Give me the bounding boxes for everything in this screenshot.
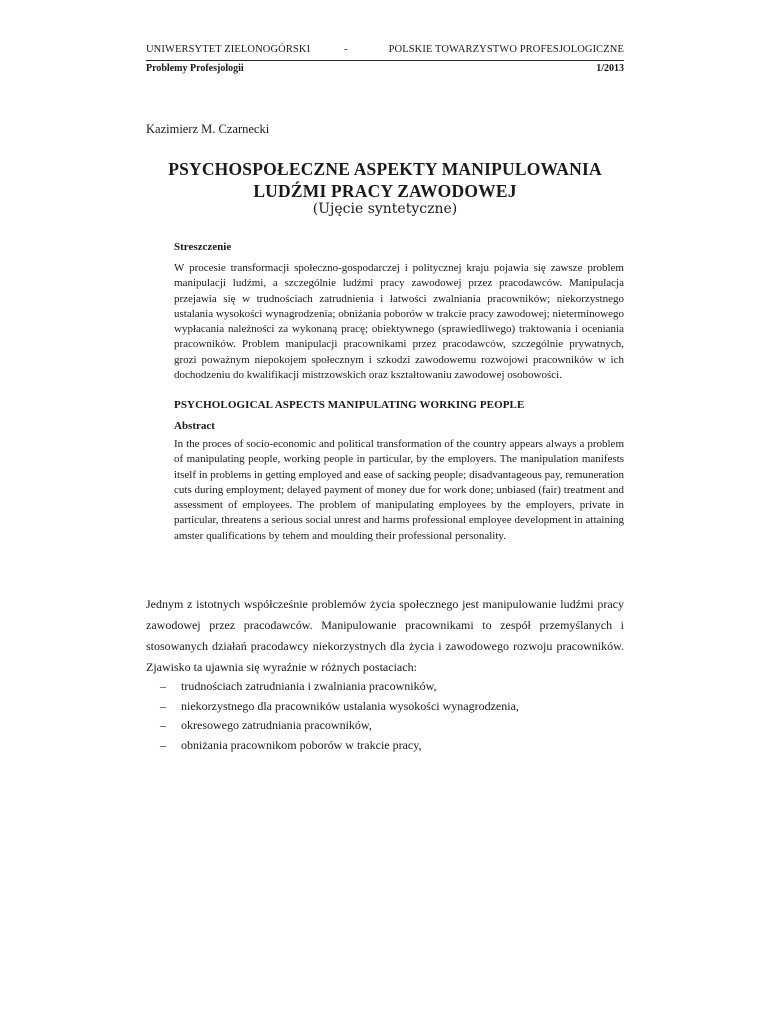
streszczenie-text: W procesie transformacji społeczno-gospodarczej i politycznej kraju pojawia się zawsze problem manipulacji ludźmi, a szczególnie ludźmi pracy zawodowej przez pracodawców. Manipulacja przejawia się w trudnościach zatrudnienia i łatwości zwalniania pracowników; niekorzystnego ustalania wysokości wynagrodzenia; obniżania poborów w trakcie pracy zawodowej; nieterminowego wypłacania należności za wykonaną pracę; obiektywnego (sprawiedliwego) traktowania i oceniania pracowników. Problem manipulacji pracownikami przez pracodawców, szczególnie prywatnych, grozi poważnym niepokojem społecznym i szkodzi zawodowemu rozwojowi pracowników w ich dochodzeniu do kwalifikacji mistrzowskich oraz kształtowaniu zawodowej osobowości. bbox=[174, 262, 624, 382]
journal-issue: 1/2013 bbox=[596, 63, 624, 74]
list-item bbox=[146, 697, 624, 717]
title-line-2: LUDŹMI PRACY ZAWODOWEJ bbox=[253, 181, 517, 201]
list-item-text: okresowego zatrudniania pracowników, bbox=[181, 718, 372, 733]
list-item bbox=[146, 736, 624, 756]
list-item-text: trudnościach zatrudniania i zwalniania pracowników, bbox=[181, 679, 437, 693]
article-subtitle: (Ujęcie syntetyczne) bbox=[312, 201, 458, 217]
header-separator: - bbox=[344, 44, 348, 55]
journal-line bbox=[146, 63, 624, 74]
bullet-list bbox=[146, 677, 624, 756]
header-university: UNIWERSYTET ZIELONOGÓRSKI bbox=[146, 44, 311, 55]
body-paragraph: Jednym z istotnych współcześnie problemów życia społecznego jest manipulowanie ludźmi pracy zawodowej przez pracodawców. Manipulowanie pracownikami to zespół przemyślanych i stosowanych działań pracodawcy niekorzystnych dla życia i zawodowego rozwoju pracowników. Zjawisko ta ujawnia się wyraźnie w różnych postaciach: bbox=[146, 597, 624, 674]
running-header bbox=[146, 44, 624, 55]
abstract-text: In the proces of socio-economic and political transformation of the country appears always a problem of manipulating people, working people in particular, by the employers. The manipulation manifests itself in problems in getting employed and ease of sacking people; disadvantageous pay, remuneration cuts during employment; delayed payment of money due for work done; unbiased (fair) treatment and assessment of employees. The problem of manipulating employees by the employers, private in particular, threatens a serious social unrest and harms professional employee development in attaining amster qualifications by tehem and moulding their professional personality. bbox=[174, 438, 624, 542]
header-society: POLSKIE TOWARZYSTWO PROFESJOLOGICZNE bbox=[388, 44, 624, 55]
list-item bbox=[146, 677, 624, 697]
streszczenie-heading: Streszczenie bbox=[174, 241, 232, 253]
english-title: PSYCHOLOGICAL ASPECTS MANIPULATING WORKING PEOPLE bbox=[174, 399, 525, 411]
list-item-text: obniżania pracownikom poborów w trakcie pracy, bbox=[181, 738, 422, 753]
bullet-marker: – bbox=[160, 698, 166, 713]
title-line-1: PSYCHOSPOŁECZNE ASPEKTY MANIPULOWANIA bbox=[168, 159, 602, 179]
article-title bbox=[146, 158, 624, 202]
bullet-marker: – bbox=[160, 679, 166, 693]
bullet-marker: – bbox=[160, 738, 166, 753]
abstract-heading: Abstract bbox=[174, 420, 215, 432]
author-name: Kazimierz M. Czarnecki bbox=[146, 122, 270, 136]
bullet-marker: – bbox=[160, 718, 166, 733]
list-item-text: niekorzystnego dla pracowników ustalania wysokości wynagrodzenia, bbox=[181, 698, 519, 713]
list-item bbox=[146, 716, 624, 736]
journal-name: Problemy Profesjologii bbox=[146, 63, 244, 74]
header-rule bbox=[146, 60, 624, 61]
